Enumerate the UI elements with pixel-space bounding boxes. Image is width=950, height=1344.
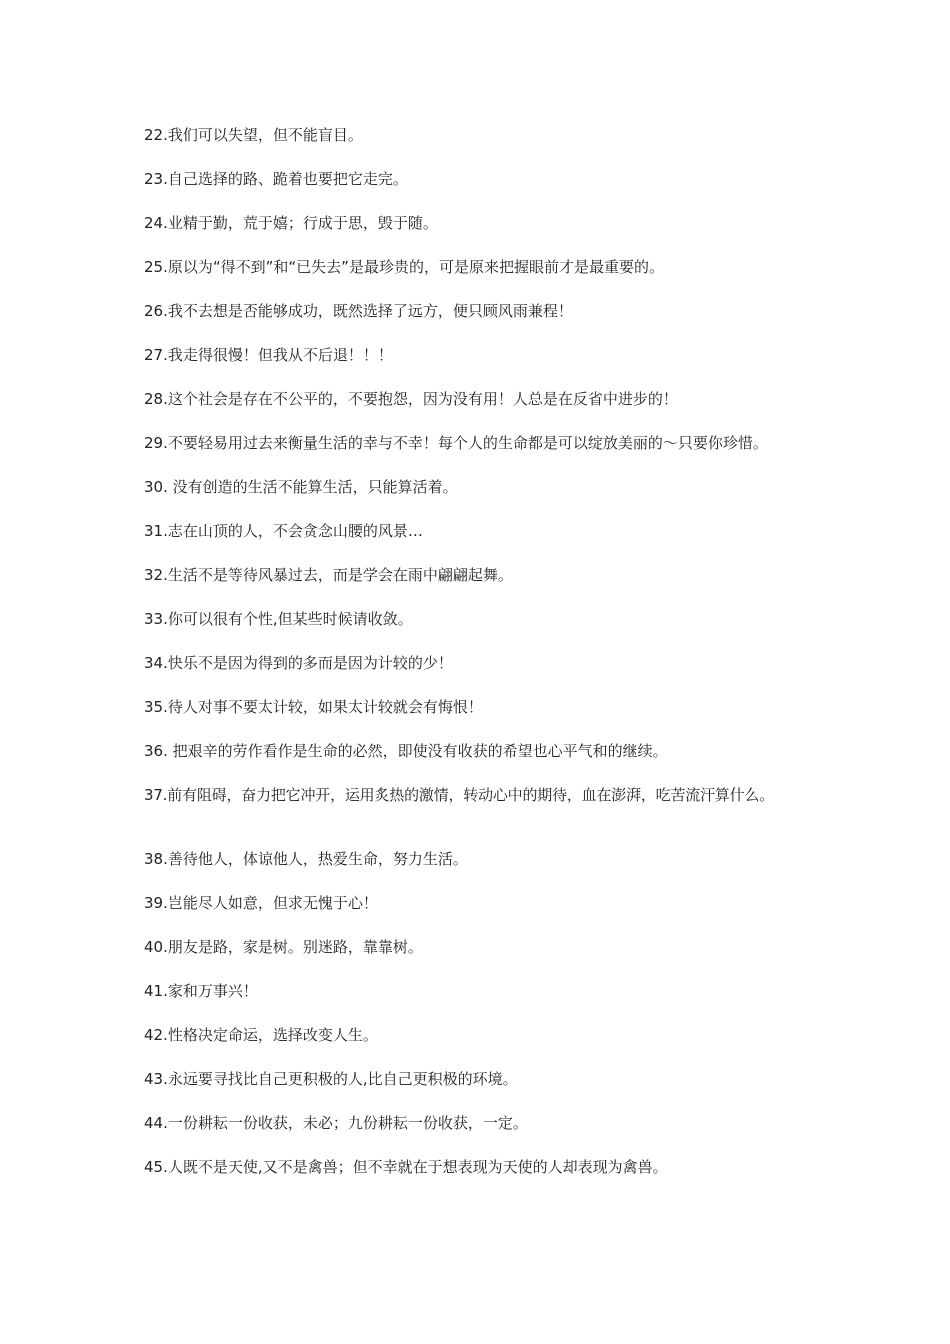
quote-item [144,696,834,718]
quote-number: 24. [144,214,168,232]
quote-item [144,1024,834,1046]
quote-item [144,936,834,958]
quote-item [144,520,834,542]
quote-text: 快乐不是因为得到的多而是因为计较的少！ [167,654,453,672]
quote-item [144,124,834,146]
quote-item [144,388,834,410]
quote-text: 待人对事不要太计较，如果太计较就会有悔恨！ [167,698,483,716]
quote-item [144,432,834,454]
quote-text: 善待他人，体谅他人，热爱生命，努力生活。 [167,850,468,868]
quote-text: 没有创造的生活不能算生活，只能算活着。 [172,478,458,496]
quote-number: 23. [144,170,168,188]
quote-number: 42. [144,1026,168,1044]
quote-text: 性格决定命运，选择改变人生。 [167,1026,378,1044]
quote-number: 29. [144,434,168,452]
quote-number: 27. [144,346,168,364]
quote-number: 39. [144,894,168,912]
quote-text: 原以为“得不到”和“已失去”是最珍贵的，可是原来把握眼前才是最重要的。 [167,258,664,276]
quote-item [144,168,834,190]
quote-number: 28. [144,390,168,408]
quote-number: 35. [144,698,168,716]
quote-item [144,564,834,586]
quote-text: 把艰辛的劳作看作是生命的必然，即使没有收获的希望也心平气和的继续。 [172,742,668,760]
quote-number: 34. [144,654,168,672]
quote-text: 这个社会是存在不公平的，不要抱怨，因为没有用！人总是在反省中进步的！ [167,390,678,408]
quote-number: 45. [144,1158,168,1176]
quote-item [144,1156,834,1178]
quote-text: 岂能尽人如意，但求无愧于心！ [167,894,378,912]
quote-number: 25. [144,258,168,276]
quote-item [144,344,834,366]
quote-text: 人既不是天使,又不是禽兽；但不幸就在于想表现为天使的人却表现为禽兽。 [167,1158,668,1176]
quote-number: 26. [144,302,168,320]
quote-item [144,212,834,234]
quote-text: 业精于勤，荒于嬉；行成于思，毁于随。 [167,214,438,232]
quote-text: 我不去想是否能够成功，既然选择了远方，便只顾风雨兼程！ [167,302,573,320]
quote-number: 31. [144,522,168,540]
quote-item [144,892,834,914]
quote-number: 33. [144,610,168,628]
quote-list [144,124,834,1200]
quote-number: 36. [144,742,173,760]
quote-number: 22. [144,126,168,144]
quote-item [144,256,834,278]
quote-number: 40. [144,938,168,956]
quote-item [144,476,834,498]
quote-text: 我走得很慢！但我从不后退！！！ [167,346,393,364]
quote-text: 一份耕耘一份收获，未必；九份耕耘一份收获，一定。 [167,1114,528,1132]
quote-number: 38. [144,850,168,868]
quote-text: 你可以很有个性,但某些时候请收敛。 [167,610,413,628]
quote-item [144,1068,834,1090]
quote-number: 30. [144,478,173,496]
quote-text: 家和万事兴！ [167,982,258,1000]
quote-item [144,1112,834,1134]
quote-item [144,608,834,630]
quote-item [144,300,834,322]
quote-text: 永远要寻找比自己更积极的人,比自己更积极的环境。 [167,1070,518,1088]
quote-number: 32. [144,566,168,584]
quote-text: 我们可以失望，但不能盲目。 [167,126,363,144]
quote-item [144,848,834,870]
quote-number: 44. [144,1114,168,1132]
quote-number: 41. [144,982,168,1000]
quote-text: 不要轻易用过去来衡量生活的幸与不幸！每个人的生命都是可以绽放美丽的～只要你珍惜。 [167,434,768,452]
quote-item [144,740,834,762]
quote-text: 朋友是路，家是树。别迷路，靠靠树。 [167,938,423,956]
quote-text: 生活不是等待风暴过去，而是学会在雨中翩翩起舞。 [167,566,513,584]
quote-text: 前有阻碍，奋力把它冲开，运用炙热的激情，转动心中的期待，血在澎湃，吃苦流汗算什么。 [167,786,775,804]
quote-item [144,784,834,806]
quote-number: 43. [144,1070,168,1088]
quote-item [144,652,834,674]
quote-number: 37. [144,786,168,804]
quote-text: 自己选择的路、跪着也要把它走完。 [167,170,408,188]
quote-text: 志在山顶的人，不会贪念山腰的风景… [167,522,423,540]
quote-item [144,980,834,1002]
